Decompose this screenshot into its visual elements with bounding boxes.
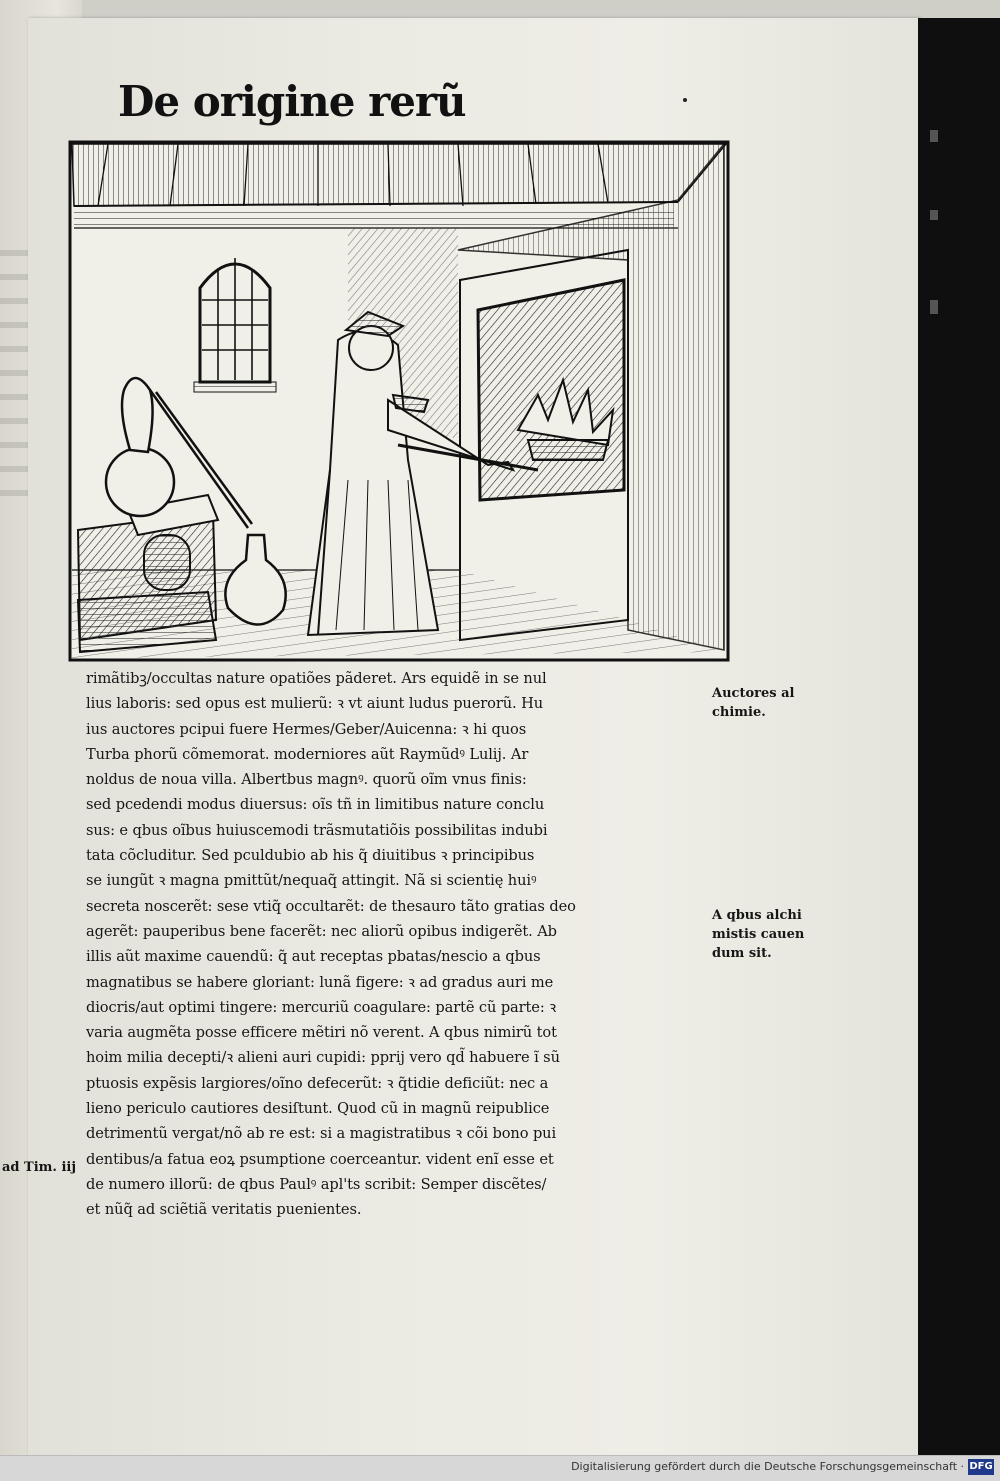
page-edge-shadow (918, 18, 1000, 1455)
text-line: hoim milia decepti/ꝛ alieni auri cupidi: pprij vero qd̃ habuere ĩ sũ (86, 1049, 560, 1067)
margin-note-timothy: ad Tim. iij (2, 1160, 77, 1175)
hearth-opening (478, 280, 624, 500)
margin-note-quibus (712, 906, 804, 963)
woodcut-illustration (68, 140, 730, 662)
text-line: de numero illorũ: de qbus Paulꝰ apl'ts scribit: Semper discẽtes/ (86, 1175, 547, 1193)
edge-mark (930, 300, 938, 314)
page-title: De origine rerũ (118, 77, 466, 126)
digitization-credit: Digitalisierung gefördert durch die Deutsche Forschungsgemeinschaft · (571, 1460, 964, 1473)
footer-bar (0, 1455, 1000, 1481)
text-line: et nũq̃ ad sciẽtiã veritatis puenientes. (86, 1201, 362, 1219)
margin-note-line: Auctores al (712, 686, 795, 701)
edge-mark (930, 130, 938, 142)
text-line: ius auctores pcipui fuere Hermes/Geber/Auicenna: ꝛ hi quos (86, 720, 527, 738)
text-line: lieno periculo cautiores desiſtunt. Quod cũ in magnũ reipublice (86, 1100, 550, 1118)
text-line: agerẽt: pauperibus bene facerẽt: nec aliorũ opibus indigerẽt. Ab (86, 922, 557, 940)
text-line: illis aũt maxime cauendũ: q̃ aut receptas pbatas/nescio a qbus (86, 948, 541, 966)
body-text (86, 666, 706, 1223)
text-line: secreta noscerẽt: sese vtiq̃ occultarẽt: de thesauro tãto gratias deo (86, 897, 576, 915)
dfg-logo: DFG (968, 1459, 994, 1475)
text-line: ptuosis expẽsis largiores/oĩno defecerũt: ꝛ q̃tidie deficiũt: nec a (86, 1074, 549, 1092)
margin-note-line: A qbus alchi (712, 908, 802, 923)
text-line: noldus de noua villa. Albertbus magnꝰ. quorũ oĩm vnus finis: (86, 771, 527, 789)
text-line: magnatibus se habere gloriant: lunã figere: ꝛ ad gradus auri me (86, 973, 554, 991)
margin-note-auctores (712, 684, 794, 722)
margin-note-line: chimie. (712, 705, 766, 720)
text-line: sed pcedendi modus diuersus: oĩs tñ in limitibus nature conclu (86, 796, 545, 814)
text-line: detrimentũ vergat/nõ ab re est: si a magistratibus ꝛ cõi bono pui (86, 1125, 557, 1143)
title-ornament (683, 98, 687, 102)
text-line: tata cõcluditur. Sed pculdubio ab his q̃ diuitibus ꝛ principibus (86, 847, 535, 865)
text-line: rimãtibꝫ/occultas nature opatiões pãderet. Ars equidẽ in se nul (86, 670, 547, 687)
text-line: diocris/aut optimi tingere: mercuriũ coagulare: partẽ cũ parte: ꝛ (86, 998, 557, 1016)
ceiling (72, 144, 726, 206)
text-line: varia augmẽta posse efficere mẽtiri nõ verent. A qbus nimirũ tot (86, 1024, 557, 1042)
margin-note-line: mistis cauen (712, 927, 805, 942)
margin-note-line: dum sit. (712, 946, 772, 961)
edge-mark (930, 210, 938, 220)
text-line: sus: e qbus oĩbus huiuscemodi trãsmutatiõis possibilitas indubi (86, 821, 548, 839)
text-line: lius laboris: sed opus est mulierũ: ꝛ vt aiunt ludus puerorũ. Hu (86, 695, 544, 713)
text-line: se iungũt ꝛ magna pmittũt/nequaq̃ attingit. Nã si scientię huiꝰ (86, 872, 537, 890)
text-line: Turba phorũ cõmemorat. moderniores aũt Raymũdꝰ Lulij. Ar (86, 745, 529, 763)
text-line: dentibus/a fatua eoꝝ psumptione coerceantur. vident enĩ esse et (86, 1150, 554, 1168)
